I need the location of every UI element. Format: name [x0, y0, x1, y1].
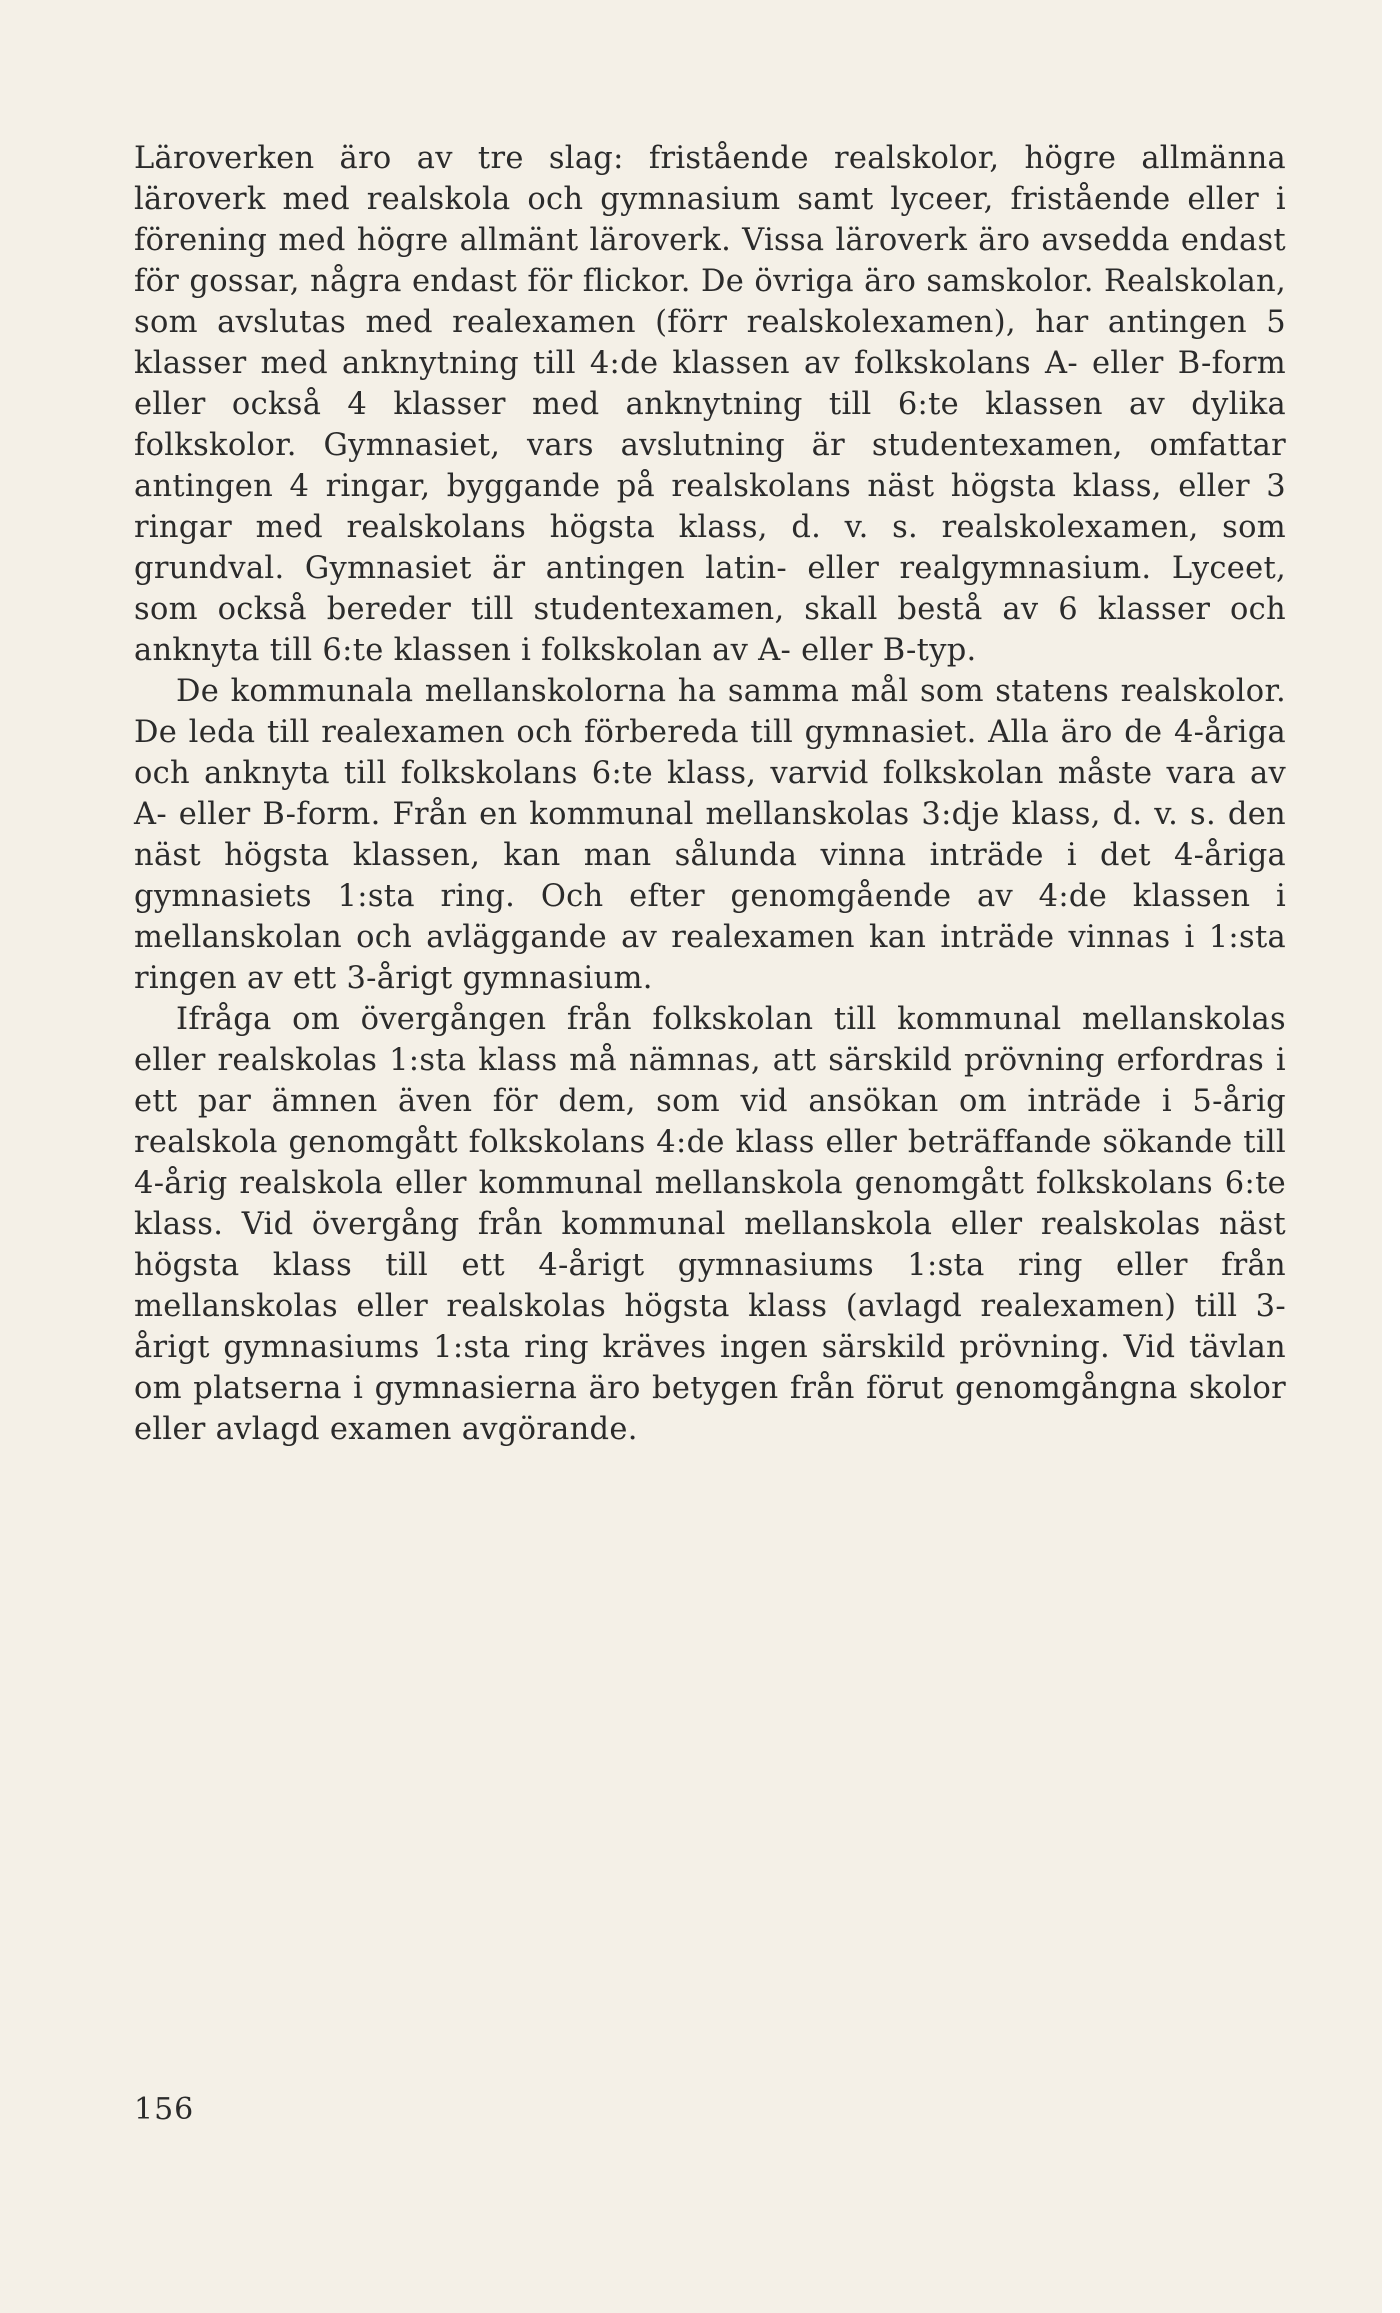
paragraph-3: Ifråga om övergången från folkskolan till kommunal mellanskolas eller realskolas 1:sta klass må nämnas, att särskild prövning erfordras i ett par ämnen även för dem, som vid ansökan om inträde i 5-årig realskola genomgått folkskolans 4:de klass eller beträffande sökande till 4-årig realskola eller kommunal mellanskola genomgått folkskolans 6:te klass. Vid övergång från kommunal mellanskola eller realskolas näst högsta klass till ett 4-årigt gymnasiums 1:sta ring eller från mellanskolas eller realskolas högsta klass (avlagd realexamen) till 3-årigt gymnasiums 1:sta ring kräves ingen särskild prövning. Vid tävlan om platserna i gymnasierna äro betygen från förut genomgångna skolor eller avlagd examen avgörande.: [134, 1002, 1286, 1447]
page-number: 156: [134, 2092, 195, 2127]
paragraph-2: De kommunala mellanskolorna ha samma mål som statens realskolor. De leda till realexamen och förbereda till gymnasiet. Alla äro de 4-åriga och anknyta till folkskolans 6:te klass, varvid folkskolan måste vara av A- eller B-form. Från en kommunal mellanskolas 3:dje klass, d. v. s. den näst högsta klassen, kan man sålunda vinna inträde i det 4-åriga gymnasiets 1:sta ring. Och efter genomgående av 4:de klassen i mellanskolan och avläggande av realexamen kan inträde vinnas i 1:sta ringen av ett 3-årigt gymnasium.: [134, 674, 1286, 996]
body-text: [134, 138, 1286, 1450]
paragraph-1: Läroverken äro av tre slag: fristående realskolor, högre allmänna läroverk med realskola och gymnasium samt lyceer, fristående eller i förening med högre allmänt läroverk. Vissa läroverk äro avsedda endast för gossar, några endast för flickor. De övriga äro samskolor. Realskolan, som avslutas med realexamen (förr realskolexamen), har antingen 5 klasser med anknytning till 4:de klassen av folkskolans A- eller B-form eller också 4 klasser med anknytning till 6:te klassen av dylika folkskolor. Gymnasiet, vars avslutning är studentexamen, omfattar antingen 4 ringar, byggande på realskolans näst högsta klass, eller 3 ringar med realskolans högsta klass, d. v. s. realskolexamen, som grundval. Gymnasiet är antingen latin- eller realgymnasium. Lyceet, som också bereder till studentexamen, skall bestå av 6 klasser och anknyta till 6:te klassen i folkskolan av A- eller B-typ.: [134, 141, 1286, 668]
